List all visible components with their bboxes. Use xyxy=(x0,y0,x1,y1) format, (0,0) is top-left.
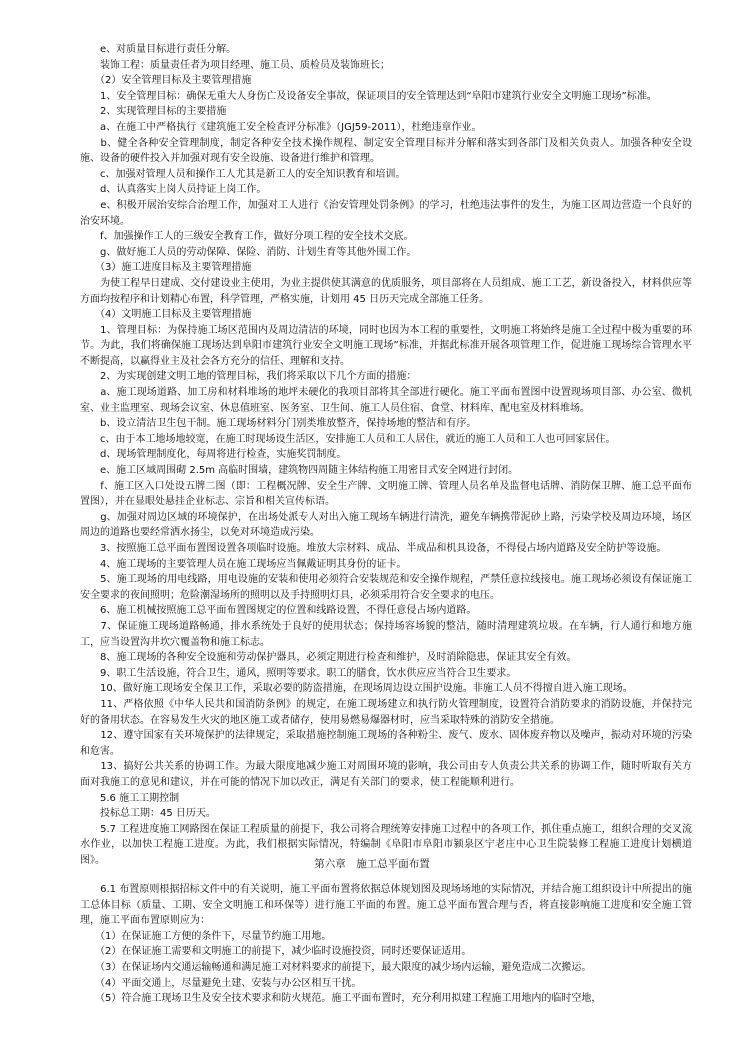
paragraph: 2、为实现创建文明工地的管理目标，我们将采取以下几个方面的措施： xyxy=(80,371,417,383)
paragraph: c、由于本工地场地较宽，在施工时现场设生活区，安排施工人员和工人居住，就近的施工人员和工人也可回家居住。 xyxy=(80,433,616,445)
paragraph: 5.7 工程进度施工网路图在保证工程质量的前提下，我公司将合理统筹安排施工过程中的各项工作，抓住重点施工，组织合理的交叉流水作业，以加快工程施工进度。为此，我们根据实际情况，特编制《阜阳市阜阳市颍泉区宁老庄中心卫生院装修工程施工进度计划横道图》。 xyxy=(80,823,692,866)
list-item: （3）在保证场内交通运输畅通和满足施工对材料要求的前提下，最大限度的减少场内运输，避免造成二次搬运。 xyxy=(80,961,592,973)
list-item: （5）符合施工现场卫生及安全技术要求和防火规范。施工平面布置时，充分利用拟建工程施工用地内的临时空地， xyxy=(80,993,602,1005)
paragraph: 10、做好施工现场安全保卫工作，采取必要的防盗措施，在现场周边设立围护设施。非施工人员不得擅自进入施工现场。 xyxy=(80,683,633,695)
paragraph: f、施工区入口处设五牌二图（即：工程概况牌、安全生产牌、文明施工牌、管理人员名单及监督电话牌、消防保卫牌、施工总平面布置图），并在显眼处悬挂企业标志、宗旨和相关宣传标语。 xyxy=(80,480,692,508)
paragraph: e、施工区域周围砌 2.5m 高临时围墙，建筑物四周随主体结构施工用密目式安全网进行封闭。 xyxy=(80,465,519,477)
section-site-layout xyxy=(80,882,692,1007)
paragraph: 6、施工机械按照施工总平面布置图规定的位置和线路设置，不得任意侵占场内道路。 xyxy=(80,605,477,617)
paragraph: 为使工程早日建成、交付建设业主使用，为业主提供使其满意的优质服务，项目部将在人员组成、施工工艺，新设备投入，材料供应等方面均按程序和计划精心布置，科学管理，严格实施，计划用 45 日历天完成全部施工任务。 xyxy=(80,277,692,305)
paragraph: a、施工现场道路、加工房和材料堆场的地坪未硬化的我项目部将其全部进行硬化。施工平面布置图中设置现场项目部、办公室、微机室、业主监理室、现场会议室、休息值班室、医务室、卫生间、施工人员住宿、食堂、材料库、配电室及材料堆场。 xyxy=(80,387,692,414)
paragraph: b、设立清洁卫生包干制。施工现场材料分门别类堆放整齐，保持场地的整洁和有序。 xyxy=(80,418,477,430)
section-heading: （3）施工进度目标及主要管理措施 xyxy=(80,262,252,274)
paragraph: 9、职工生活设施，符合卫生，通风，照明等要求。职工的膳食，饮水供应应当符合卫生要求。 xyxy=(80,667,517,679)
paragraph: a、在施工中严格执行《建筑施工安全检查评分标准》（JGJ59-2011），杜绝违章作业。 xyxy=(80,121,482,133)
paragraph: g、加强对周边区域的环境保护，在出场处派专人对出入施工现场车辆进行清洗，避免车辆携带泥砂上路，污染学校及周边环境，场区周边的道路也要经常洒水扬尘，以免对环境造成污染。 xyxy=(80,511,692,539)
paragraph: c、加强对管理人员和操作工人尤其是新工人的安全知识教育和培训。 xyxy=(80,168,406,180)
section-heading: （4）文明施工目标及主要管理措施 xyxy=(80,309,252,321)
paragraph: d、现场管理制度化，每周将进行检查，实施奖罚制度。 xyxy=(80,449,347,461)
paragraph: 5、施工现场的用电线路，用电设施的安装和使用必须符合安装规范和安全操作规程，严禁任意拉线接电。施工现场必须设有保证施工安全要求的夜间照明；危险潮湿场所的照明以及手持照明灯具，必须采用符合安全要求的电压。 xyxy=(80,574,692,601)
paragraph: e、积极开展治安综合治理工作，加强对工人进行《治安管理处罚条例》的学习，杜绝违法事件的发生，为施工区周边营造一个良好的治安环境。 xyxy=(80,199,692,227)
paragraph: 1、安全管理目标：确保无重大人身伤亡及设备安全事故，保证项目的安全管理达到“阜阳市建筑行业安全文明施工现场”标准。 xyxy=(80,90,657,102)
paragraph: f、加强操作工人的三级安全教育工作，做好分项工程的安全技术交底。 xyxy=(80,231,414,243)
paragraph: e、对质量目标进行责任分解。 xyxy=(80,44,237,55)
paragraph: 装饰工程：质量责任者为项目经理、施工员、质检员及装饰班长； xyxy=(80,59,390,71)
paragraph: 11、严格依照《中华人民共和国消防条例》的规定，在施工现场建立和执行防火管理制度，设置符合消防要求的消防设施，并保持完好的备用状态。在容易发生火灾的地区施工或者储存，使用易燃易爆器材时，应当采取特殊的消防安全措施。 xyxy=(80,698,692,726)
paragraph: b、健全各种安全管理制度，制定各种安全技术操作规程、制定安全管理目标并分解和落实到各部门及相关负责人。加强各种安全设施、设备的硬件投入并加强对现有安全设施、设备进行维护和管理。 xyxy=(80,137,692,165)
paragraph: 3、按照施工总平面布置图设置各项临时设施。堆放大宗材料、成品、半成品和机具设备，不得侵占场内道路及安全防护等设施。 xyxy=(80,543,667,554)
list-item: （2）在保证施工需要和文明施工的前提下，减少临时设施投资，同时还要保证适用。 xyxy=(80,946,472,958)
paragraph: 7、保证施工现场道路畅通，排水系统处于良好的使用状态；保持场容场貌的整洁，随时清理建筑垃圾。在车辆，行人通行和地方施工，应当设置沟井坎穴覆盖物和施工标志。 xyxy=(80,620,692,648)
paragraph: 13、搞好公共关系的协调工作。为最大限度地减少施工对周围环境的影响，我公司由专人负责公共关系的协调工作，随时听取有关方面对我施工的意见和建议，并在可能的情况下加以改正，满足有关部门的要求，使工程能顺利进行。 xyxy=(80,761,692,788)
chapter-title: 第六章 施工总平面布置 xyxy=(314,858,430,870)
list-item: （4）平面交通上，尽量避免土建、安装与办公区相互干扰。 xyxy=(80,977,362,989)
section-heading: （2）安全管理目标及主要管理措施 xyxy=(80,75,252,87)
section-quality-safety-progress-civilized xyxy=(80,42,692,868)
list-item: （1）在保证施工方便的条件下，尽量节约施工用地。 xyxy=(80,930,332,942)
paragraph: 8、施工现场的各种安全设施和劳动保护器具，必须定期进行检查和维护，及时消除隐患，保证其安全有效。 xyxy=(80,652,577,664)
paragraph: d、认真落实上岗人员持证上岗工作。 xyxy=(80,184,267,196)
paragraph: 2、实现管理目标的主要措施 xyxy=(80,106,227,118)
paragraph: 4、施工现场的主要管理人员在施工现场应当佩戴证明其身份的证卡。 xyxy=(80,558,407,570)
paragraph: 6.1 布置原则根据招标文件中的有关说明，施工平面布置将依据总体规划图及现场场地的实际情况，并结合施工组织设计中所提出的施工总体目标（质量、工期、安全文明施工和环保等）进行施工平面的布置。施工总平面布置合理与否，将直接影响施工进度和安全施工管理，施工平面布置原则应为： xyxy=(80,884,692,927)
paragraph: 12、遵守国家有关环境保护的法律规定，采取措施控制施工现场的各种粉尘、废气、废水、固体废弃物以及噪声，振动对环境的污染和危害。 xyxy=(80,730,692,757)
section-heading: 5.6 施工工期控制 xyxy=(80,792,180,804)
paragraph: 投标总工期：45 日历天。 xyxy=(80,808,216,820)
paragraph: 1、管理目标：为保持施工场区范围内及周边清洁的环境，同时也因为本工程的重要性，文明施工将始终是施工全过程中极为重要的环节。为此，我们将确保施工现场达到阜阳市建筑行业安全文明施工现场”标准，并据此标准开展各项管理工作，促进施工现场综合管理水平不断提高，以赢得业主及社会各方充分的信任、理解和支持。 xyxy=(80,324,692,367)
paragraph: g、做好施工人员的劳动保障、保险、消防、计划生育等其他外围工作。 xyxy=(80,246,417,258)
